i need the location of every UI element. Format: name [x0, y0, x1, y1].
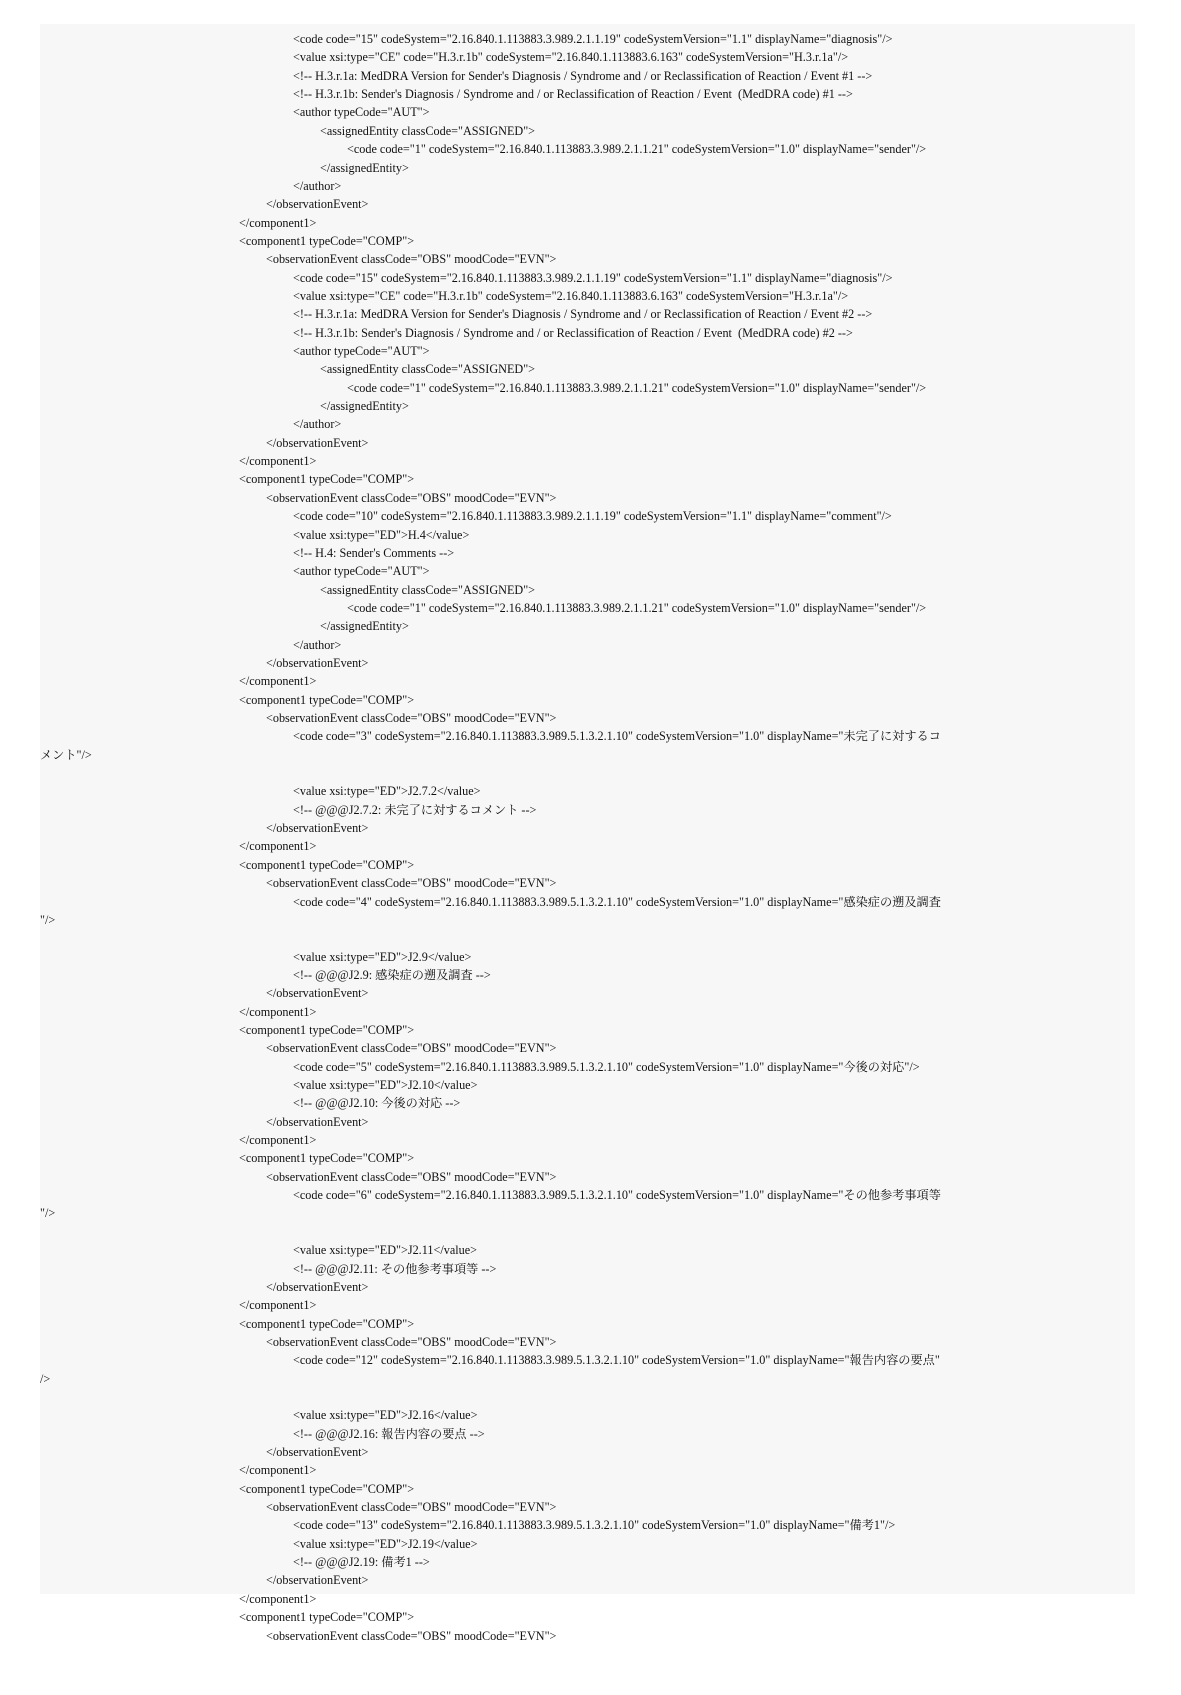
code-line: <author typeCode="AUT">	[293, 344, 430, 358]
code-line: </observationEvent>	[266, 435, 369, 450]
code-line: <author typeCode="AUT">	[293, 105, 430, 120]
code-line: "/>	[40, 1206, 56, 1221]
code-line: <code code="1" codeSystem="2.16.840.1.113883.3.989.2.1.1.21" codeSystemVersion="1.0" displayName="sender"/>	[347, 600, 927, 615]
code-line: <author typeCode="AUT">	[293, 564, 430, 579]
code-line: <value xsi:type="ED">J2.7.2</value>	[293, 784, 481, 799]
code-line: </observationEvent>	[266, 1279, 369, 1294]
code-line: </observationEvent>	[266, 821, 369, 836]
code-line: <observationEvent classCode="OBS" moodCode="EVN">	[266, 490, 557, 505]
code-line: <observationEvent classCode="OBS" moodCode="EVN">	[266, 711, 557, 725]
code-line: <value xsi:type="ED">J2.11</value>	[293, 1243, 477, 1258]
code-line: <component1 typeCode="COMP">	[239, 1316, 415, 1331]
code-line: </observationEvent>	[266, 1114, 369, 1129]
code-line: <!-- @@@J2.7.2: 未完了に対するコメント -->	[293, 802, 537, 817]
code-line: </assignedEntity>	[320, 160, 409, 175]
code-line: <!-- @@@J2.9: 感染症の遡及調査 -->	[293, 967, 491, 982]
code-line: <value xsi:type="ED">H.4</value>	[293, 527, 470, 542]
code-line: <code code="5" codeSystem="2.16.840.1.113883.3.989.5.1.3.2.1.10" codeSystemVersion="1.0" displayName="今後の対応"/>	[293, 1059, 920, 1074]
code-line: <observationEvent classCode="OBS" moodCode="EVN">	[266, 252, 557, 267]
code-line: <code code="1" codeSystem="2.16.840.1.113883.3.989.2.1.1.21" codeSystemVersion="1.0" displayName="sender"/>	[347, 142, 927, 157]
code-line: <assignedEntity classCode="ASSIGNED">	[320, 123, 536, 138]
code-line: <!-- @@@J2.19: 備考1 -->	[293, 1555, 430, 1570]
code-line: <code code="3" codeSystem="2.16.840.1.113883.3.989.5.1.3.2.1.10" codeSystemVersion="1.0" displayName="未完了に対するコ	[293, 729, 941, 744]
code-line: <component1 typeCode="COMP">	[239, 857, 415, 872]
code-line: </component1>	[239, 1298, 317, 1313]
code-line: <value xsi:type="ED">J2.16</value>	[293, 1408, 478, 1423]
code-line: </observationEvent>	[266, 655, 369, 670]
code-line: <value xsi:type="ED">J2.10</value>	[293, 1078, 478, 1092]
code-line: </assignedEntity>	[320, 619, 409, 634]
code-line: <!-- H.3.r.1a: MedDRA Version for Sender's Diagnosis / Syndrome and / or Reclassification of Reaction / Event #1 -->	[293, 68, 873, 83]
code-line: <component1 typeCode="COMP">	[239, 233, 415, 248]
code-line: />	[40, 1371, 51, 1386]
code-line: </author>	[293, 417, 342, 432]
code-line: </component1>	[239, 454, 317, 469]
code-line: <observationEvent classCode="OBS" moodCode="EVN">	[266, 876, 557, 891]
code-line: <observationEvent classCode="OBS" moodCode="EVN">	[266, 1334, 557, 1349]
code-line: <component1 typeCode="COMP">	[239, 1481, 415, 1496]
code-line: </observationEvent>	[266, 1445, 369, 1459]
code-line: <!-- @@@J2.16: 報告内容の要点 -->	[293, 1426, 485, 1441]
code-line: </component1>	[239, 674, 317, 689]
code-line: </component1>	[239, 1463, 317, 1478]
code-line: <observationEvent classCode="OBS" moodCode="EVN">	[266, 1169, 557, 1184]
code-line: <!-- @@@J2.11: その他参考事項等 -->	[293, 1261, 497, 1276]
code-line: </component1>	[239, 839, 317, 854]
code-line: <code code="10" codeSystem="2.16.840.1.113883.3.989.2.1.1.19" codeSystemVersion="1.1" displayName="comment"/>	[293, 509, 892, 524]
code-line: </author>	[293, 637, 342, 652]
code-line: </component1>	[239, 1591, 317, 1606]
code-line: <assignedEntity classCode="ASSIGNED">	[320, 362, 536, 377]
code-line: <component1 typeCode="COMP">	[239, 1151, 415, 1166]
code-line: <code code="4" codeSystem="2.16.840.1.113883.3.989.5.1.3.2.1.10" codeSystemVersion="1.0" displayName="感染症の遡及調査	[293, 894, 941, 909]
code-line: <observationEvent classCode="OBS" moodCode="EVN">	[266, 1041, 557, 1056]
code-line: <code code="15" codeSystem="2.16.840.1.113883.3.989.2.1.1.19" codeSystemVersion="1.1" displayName="diagnosis"/>	[293, 32, 893, 46]
code-line: </observationEvent>	[266, 986, 369, 1001]
code-line: </author>	[293, 178, 342, 193]
code-line: <!-- H.4: Sender's Comments -->	[293, 545, 455, 560]
code-line: </component1>	[239, 1133, 317, 1147]
code-line: <component1 typeCode="COMP">	[239, 1022, 415, 1037]
code-line: <!-- H.3.r.1a: MedDRA Version for Sender's Diagnosis / Syndrome and / or Reclassification of Reaction / Event #2 -->	[293, 307, 873, 322]
code-line: <code code="13" codeSystem="2.16.840.1.113883.3.989.5.1.3.2.1.10" codeSystemVersion="1.0" displayName="備考1"/>	[293, 1518, 896, 1533]
code-line: <code code="15" codeSystem="2.16.840.1.113883.3.989.2.1.1.19" codeSystemVersion="1.1" displayName="diagnosis"/>	[293, 270, 893, 285]
code-line: </assignedEntity>	[320, 399, 409, 413]
code-line: <component1 typeCode="COMP">	[239, 472, 415, 487]
code-line: <value xsi:type="ED">J2.9</value>	[293, 949, 472, 964]
code-line: <observationEvent classCode="OBS" moodCode="EVN">	[266, 1628, 557, 1643]
code-line: <!-- @@@J2.10: 今後の対応 -->	[293, 1096, 461, 1111]
code-line: <value xsi:type="CE" code="H.3.r.1b" codeSystem="2.16.840.1.113883.6.163" codeSystemVersion="H.3.r.1a"/>	[293, 288, 849, 303]
code-line: </component1>	[239, 1004, 317, 1019]
code-line: <assignedEntity classCode="ASSIGNED">	[320, 582, 536, 597]
code-line: </component1>	[239, 215, 317, 230]
code-line: <value xsi:type="ED">J2.19</value>	[293, 1536, 478, 1551]
code-line: <value xsi:type="CE" code="H.3.r.1b" codeSystem="2.16.840.1.113883.6.163" codeSystemVersion="H.3.r.1a"/>	[293, 50, 849, 65]
code-line: <observationEvent classCode="OBS" moodCode="EVN">	[266, 1500, 557, 1514]
code-line: <component1 typeCode="COMP">	[239, 692, 415, 707]
code-line: <code code="12" codeSystem="2.16.840.1.113883.3.989.5.1.3.2.1.10" codeSystemVersion="1.0" displayName="報告内容の要点"	[293, 1353, 940, 1368]
code-line: <component1 typeCode="COMP">	[239, 1610, 415, 1625]
code-line: </observationEvent>	[266, 1573, 369, 1588]
xml-code-listing	[40, 24, 1135, 1643]
code-line: <code code="1" codeSystem="2.16.840.1.113883.3.989.2.1.1.21" codeSystemVersion="1.0" displayName="sender"/>	[347, 380, 927, 395]
code-line: </observationEvent>	[266, 197, 369, 212]
code-line: "/>	[40, 912, 56, 927]
code-line: <code code="6" codeSystem="2.16.840.1.113883.3.989.5.1.3.2.1.10" codeSystemVersion="1.0" displayName="その他参考事項等	[293, 1188, 941, 1203]
code-line: <!-- H.3.r.1b: Sender's Diagnosis / Syndrome and / or Reclassification of Reaction / Event (MedDRA code) #1 -->	[293, 87, 853, 102]
code-line: メント"/>	[40, 747, 92, 762]
code-line: <!-- H.3.r.1b: Sender's Diagnosis / Syndrome and / or Reclassification of Reaction / Event (MedDRA code) #2 -->	[293, 325, 853, 340]
